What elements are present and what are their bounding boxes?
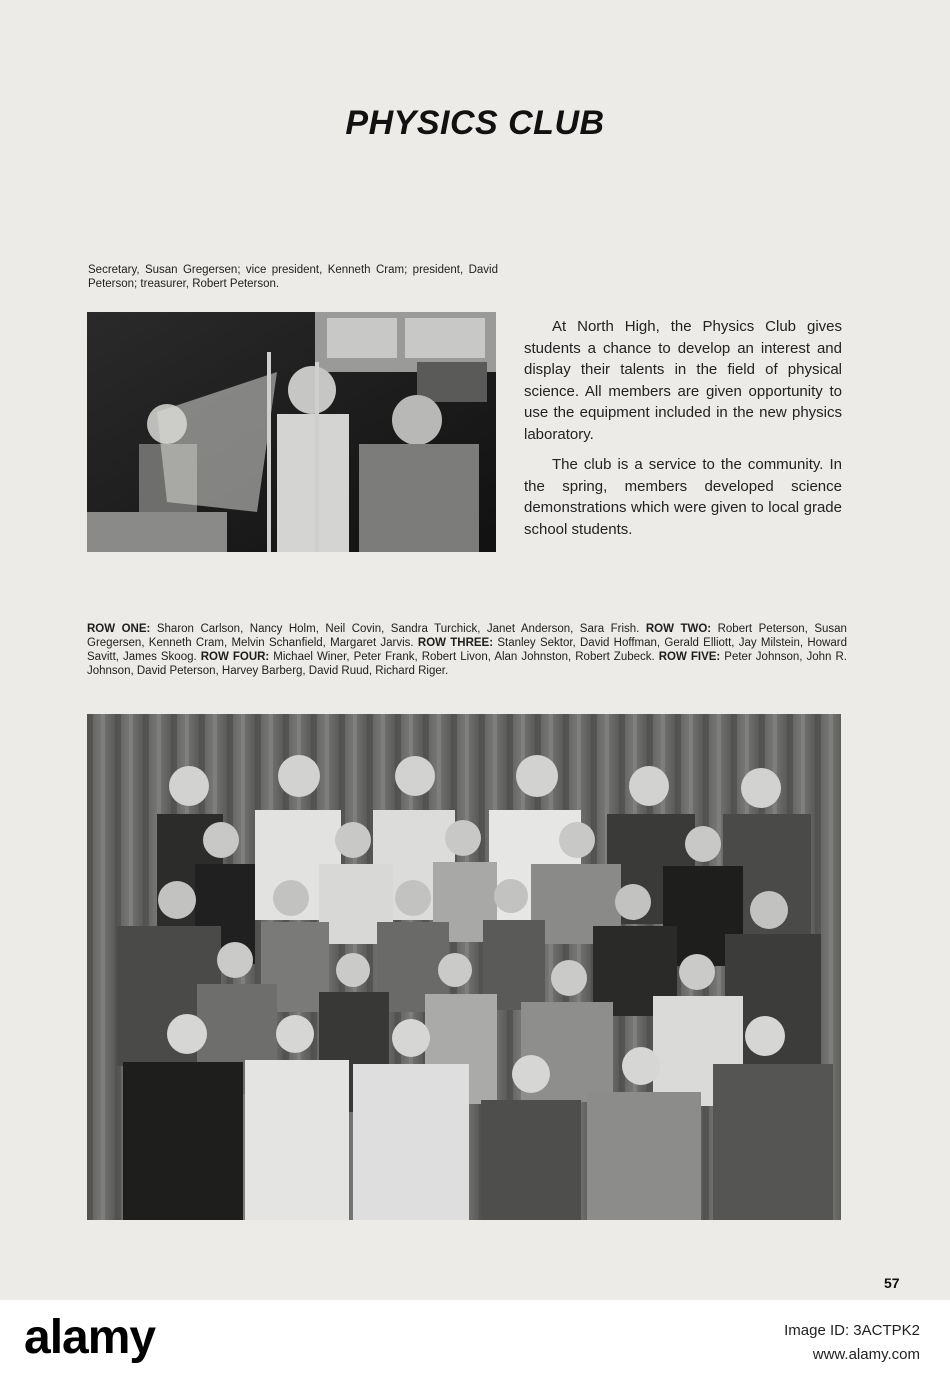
row-five-names: Peter Johnson, John R. Johnson, David Peterson, Harvey Barberg, David Ruud, Richard Riger. [87, 651, 847, 677]
officers-caption: Secretary, Susan Gregersen; vice president, Kenneth Cram; president, David Peterson; treasurer, Robert Peterson. [88, 264, 498, 290]
source-url: www.alamy.com [812, 1346, 920, 1363]
row-two-names: Robert Peterson, Susan Gregersen, Kenneth Cram, Melvin Schanfield, Margaret Jarvis. [87, 623, 847, 649]
row-five-label: ROW FIVE: [658, 651, 721, 663]
row-four-label: ROW FOUR: [200, 651, 270, 663]
page-title: PHYSICS CLUB [345, 104, 605, 142]
officers-photo [87, 312, 496, 552]
row-two-label: ROW TWO: [645, 623, 712, 635]
alamy-logo: alamy [24, 1311, 156, 1364]
row-four-names: Michael Winer, Peter Frank, Robert Livon, Alan Johnston, Robert Zubeck. [273, 651, 655, 663]
row-three-label: ROW THREE: [417, 637, 494, 649]
row-one-names: Sharon Carlson, Nancy Holm, Neil Covin, Sandra Turchick, Janet Anderson, Sara Frish. [156, 623, 640, 635]
row-one-label: ROW ONE: [87, 623, 151, 635]
intro-text [524, 316, 842, 549]
intro-paragraph-1: At North High, the Physics Club gives students a chance to develop an interest and display their talents in the field of physical science. All members are given opportunity to use the equipment included in the new physics laboratory. [524, 318, 842, 443]
image-id-label: Image ID: 3ACTPK2 [784, 1322, 920, 1339]
group-photo [87, 714, 841, 1220]
roster-caption [87, 622, 847, 678]
page-number: 57 [884, 1275, 900, 1291]
row-three-names: Stanley Sektor, David Hoffman, Gerald Elliott, Jay Milstein, Howard Savitt, James Skoog. [87, 637, 847, 663]
intro-paragraph-2: The club is a service to the community. In the spring, members developed science demonstrations which were given to local grade school students. [524, 456, 842, 538]
